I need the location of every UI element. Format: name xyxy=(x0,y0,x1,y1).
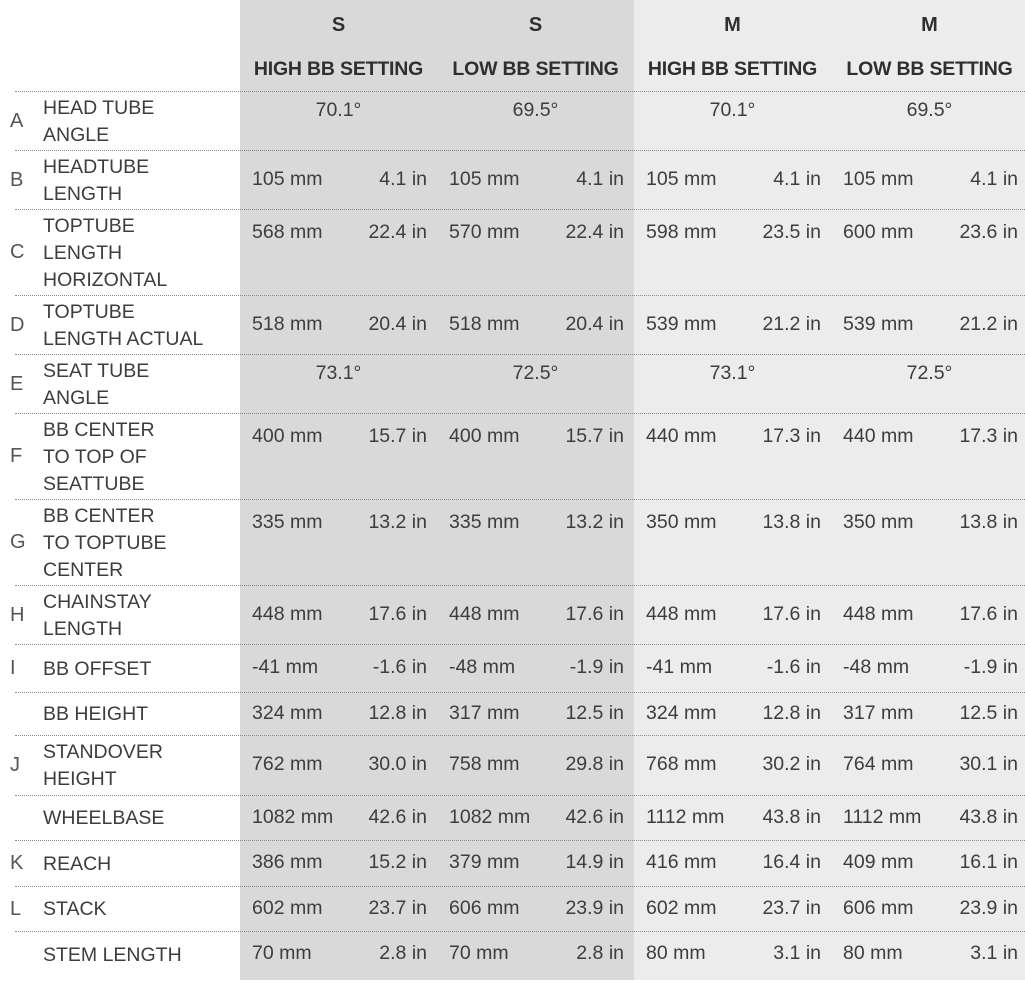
row-label-line: STACK xyxy=(43,898,107,920)
row-letter: D xyxy=(10,314,25,336)
inch-value: 14.9 in xyxy=(565,851,624,873)
row-label xyxy=(43,896,107,923)
size-header: M xyxy=(724,14,741,36)
row-label-line: SEATTUBE xyxy=(43,473,145,495)
row-divider xyxy=(15,91,1025,92)
inch-value: -1.9 in xyxy=(963,656,1018,678)
row-label-line: HEIGHT xyxy=(43,768,117,790)
size-header: S xyxy=(528,14,543,36)
mm-value: 758 mm xyxy=(449,753,520,775)
mm-value: 400 mm xyxy=(252,425,323,447)
row-label xyxy=(43,589,152,643)
row-label-line: LENGTH ACTUAL xyxy=(43,328,204,350)
mm-value: 400 mm xyxy=(449,425,520,447)
row-label-line: REACH xyxy=(43,853,112,875)
mm-value: 1082 mm xyxy=(252,806,334,828)
mm-value: 105 mm xyxy=(646,168,717,190)
row-label xyxy=(43,942,182,969)
row-divider xyxy=(15,295,1025,296)
mm-value: 317 mm xyxy=(449,702,520,724)
row-label-line: HEADTUBE xyxy=(43,156,150,178)
inch-value: 17.6 in xyxy=(762,603,821,625)
inch-value: 23.5 in xyxy=(762,221,821,243)
mm-value: -41 mm xyxy=(646,656,713,678)
mm-value: 80 mm xyxy=(646,942,706,964)
mm-value: 764 mm xyxy=(843,753,914,775)
inch-value: 16.1 in xyxy=(959,851,1018,873)
row-divider xyxy=(15,585,1025,586)
mm-value: 80 mm xyxy=(843,942,903,964)
angle-value: 73.1° xyxy=(709,362,756,384)
mm-value: -48 mm xyxy=(449,656,516,678)
mm-value: 105 mm xyxy=(843,168,914,190)
row-label xyxy=(43,299,203,353)
row-letter: I xyxy=(10,657,16,679)
row-divider xyxy=(15,150,1025,151)
inch-value: 43.8 in xyxy=(762,806,821,828)
row-divider xyxy=(15,931,1025,932)
angle-value: 72.5° xyxy=(906,362,953,384)
row-letter: A xyxy=(10,110,24,132)
row-label xyxy=(43,656,151,683)
row-divider xyxy=(15,413,1025,414)
mm-value: 518 mm xyxy=(252,313,323,335)
row-label xyxy=(43,805,164,832)
mm-value: 409 mm xyxy=(843,851,914,873)
row-label-line: BB HEIGHT xyxy=(43,703,149,725)
row-divider xyxy=(15,886,1025,887)
mm-value: 105 mm xyxy=(252,168,323,190)
row-label-line: TO TOP OF xyxy=(43,446,147,468)
inch-value: 30.2 in xyxy=(762,753,821,775)
angle-value: 69.5° xyxy=(512,99,559,121)
inch-value: 17.3 in xyxy=(959,425,1018,447)
row-label-line: TOPTUBE xyxy=(43,301,135,323)
mm-value: -41 mm xyxy=(252,656,319,678)
row-divider xyxy=(15,795,1025,796)
inch-value: 3.1 in xyxy=(970,942,1018,964)
mm-value: 762 mm xyxy=(252,753,323,775)
angle-value: 69.5° xyxy=(906,99,953,121)
inch-value: 23.7 in xyxy=(762,897,821,919)
setting-header: HIGH BB SETTING xyxy=(253,58,424,80)
row-label-line: HEAD TUBE xyxy=(43,97,155,119)
inch-value: 4.1 in xyxy=(970,168,1018,190)
inch-value: 42.6 in xyxy=(368,806,427,828)
row-label-line: CHAINSTAY xyxy=(43,591,152,613)
inch-value: 12.5 in xyxy=(565,702,624,724)
mm-value: 105 mm xyxy=(449,168,520,190)
row-label-line: LENGTH xyxy=(43,183,123,205)
inch-value: 12.8 in xyxy=(368,702,427,724)
mm-value: 1112 mm xyxy=(646,806,725,828)
mm-value: 518 mm xyxy=(449,313,520,335)
row-label xyxy=(43,154,149,208)
mm-value: 448 mm xyxy=(646,603,717,625)
mm-value: 335 mm xyxy=(449,511,520,533)
size-header: M xyxy=(921,14,938,36)
row-label xyxy=(43,358,149,412)
inch-value: 15.2 in xyxy=(368,851,427,873)
row-divider xyxy=(15,499,1025,500)
row-letter: J xyxy=(10,754,20,776)
row-divider xyxy=(15,209,1025,210)
inch-value: 21.2 in xyxy=(762,313,821,335)
inch-value: 20.4 in xyxy=(368,313,427,335)
inch-value: 13.8 in xyxy=(762,511,821,533)
inch-value: 22.4 in xyxy=(368,221,427,243)
row-label-line: BB OFFSET xyxy=(43,658,152,680)
angle-value: 73.1° xyxy=(315,362,362,384)
inch-value: 23.6 in xyxy=(959,221,1018,243)
row-divider xyxy=(15,735,1025,736)
inch-value: 13.2 in xyxy=(565,511,624,533)
row-letter: H xyxy=(10,604,25,626)
inch-value: -1.6 in xyxy=(766,656,821,678)
row-label xyxy=(43,851,111,878)
mm-value: 448 mm xyxy=(843,603,914,625)
inch-value: 23.9 in xyxy=(959,897,1018,919)
mm-value: 1082 mm xyxy=(449,806,531,828)
mm-value: 70 mm xyxy=(252,942,312,964)
inch-value: 30.0 in xyxy=(368,753,427,775)
row-divider xyxy=(15,692,1025,693)
row-letter: C xyxy=(10,241,25,263)
inch-value: 12.8 in xyxy=(762,702,821,724)
inch-value: 15.7 in xyxy=(368,425,427,447)
inch-value: 12.5 in xyxy=(959,702,1018,724)
row-letter: L xyxy=(10,898,22,920)
angle-value: 70.1° xyxy=(315,99,362,121)
row-label-line: LENGTH xyxy=(43,618,123,640)
setting-header: LOW BB SETTING xyxy=(452,58,619,80)
row-label-line: SEAT TUBE xyxy=(43,360,150,382)
row-label xyxy=(43,701,148,728)
mm-value: 379 mm xyxy=(449,851,520,873)
inch-value: -1.9 in xyxy=(569,656,624,678)
inch-value: 4.1 in xyxy=(576,168,624,190)
row-divider xyxy=(15,840,1025,841)
inch-value: 2.8 in xyxy=(379,942,427,964)
row-letter: F xyxy=(10,445,23,467)
mm-value: 317 mm xyxy=(843,702,914,724)
mm-value: 600 mm xyxy=(843,221,914,243)
mm-value: 1112 mm xyxy=(843,806,922,828)
row-label-line: BB CENTER xyxy=(43,419,155,441)
size-header: S xyxy=(331,14,346,36)
row-letter: E xyxy=(10,373,24,395)
row-label-line: STANDOVER xyxy=(43,741,163,763)
mm-value: 539 mm xyxy=(646,313,717,335)
row-label xyxy=(43,95,154,149)
row-letter: K xyxy=(10,852,24,874)
inch-value: 17.3 in xyxy=(762,425,821,447)
inch-value: 2.8 in xyxy=(576,942,624,964)
row-divider xyxy=(15,354,1025,355)
row-letter: G xyxy=(10,531,26,553)
row-label xyxy=(43,739,163,793)
size-m-column-shading xyxy=(634,0,1025,980)
inch-value: 23.7 in xyxy=(368,897,427,919)
inch-value: 13.2 in xyxy=(368,511,427,533)
mm-value: 440 mm xyxy=(843,425,914,447)
mm-value: -48 mm xyxy=(843,656,910,678)
row-label-line: BB CENTER xyxy=(43,505,155,527)
mm-value: 416 mm xyxy=(646,851,717,873)
inch-value: 30.1 in xyxy=(959,753,1018,775)
mm-value: 350 mm xyxy=(646,511,717,533)
inch-value: 43.8 in xyxy=(959,806,1018,828)
angle-value: 70.1° xyxy=(709,99,756,121)
inch-value: 22.4 in xyxy=(565,221,624,243)
mm-value: 350 mm xyxy=(843,511,914,533)
row-letter: B xyxy=(10,169,24,191)
angle-value: 72.5° xyxy=(512,362,559,384)
inch-value: 17.6 in xyxy=(368,603,427,625)
mm-value: 598 mm xyxy=(646,221,717,243)
inch-value: 4.1 in xyxy=(379,168,427,190)
row-label-line: ANGLE xyxy=(43,124,110,146)
inch-value: 21.2 in xyxy=(959,313,1018,335)
mm-value: 570 mm xyxy=(449,221,520,243)
row-divider xyxy=(15,644,1025,645)
mm-value: 70 mm xyxy=(449,942,509,964)
row-label-line: CENTER xyxy=(43,559,124,581)
row-label-line: ANGLE xyxy=(43,387,110,409)
inch-value: 15.7 in xyxy=(565,425,624,447)
inch-value: 4.1 in xyxy=(773,168,821,190)
inch-value: -1.6 in xyxy=(372,656,427,678)
inch-value: 42.6 in xyxy=(565,806,624,828)
mm-value: 568 mm xyxy=(252,221,323,243)
row-label xyxy=(43,417,155,498)
mm-value: 386 mm xyxy=(252,851,323,873)
setting-header: LOW BB SETTING xyxy=(846,58,1013,80)
row-label-line: HORIZONTAL xyxy=(43,269,168,291)
mm-value: 440 mm xyxy=(646,425,717,447)
row-label-line: TO TOPTUBE xyxy=(43,532,167,554)
mm-value: 602 mm xyxy=(252,897,323,919)
row-label xyxy=(43,503,167,584)
inch-value: 13.8 in xyxy=(959,511,1018,533)
row-label-line: TOPTUBE xyxy=(43,215,135,237)
mm-value: 335 mm xyxy=(252,511,323,533)
inch-value: 20.4 in xyxy=(565,313,624,335)
mm-value: 602 mm xyxy=(646,897,717,919)
mm-value: 448 mm xyxy=(252,603,323,625)
inch-value: 29.8 in xyxy=(565,753,624,775)
mm-value: 606 mm xyxy=(449,897,520,919)
size-s-column-shading xyxy=(240,0,634,980)
mm-value: 324 mm xyxy=(646,702,717,724)
inch-value: 23.9 in xyxy=(565,897,624,919)
inch-value: 16.4 in xyxy=(762,851,821,873)
row-label xyxy=(43,213,167,294)
mm-value: 606 mm xyxy=(843,897,914,919)
inch-value: 17.6 in xyxy=(959,603,1018,625)
row-label-line: LENGTH xyxy=(43,242,123,264)
mm-value: 768 mm xyxy=(646,753,717,775)
inch-value: 17.6 in xyxy=(565,603,624,625)
mm-value: 324 mm xyxy=(252,702,323,724)
mm-value: 448 mm xyxy=(449,603,520,625)
inch-value: 3.1 in xyxy=(773,942,821,964)
setting-header: HIGH BB SETTING xyxy=(647,58,818,80)
row-label-line: WHEELBASE xyxy=(43,807,165,829)
mm-value: 539 mm xyxy=(843,313,914,335)
row-label-line: STEM LENGTH xyxy=(43,944,182,966)
